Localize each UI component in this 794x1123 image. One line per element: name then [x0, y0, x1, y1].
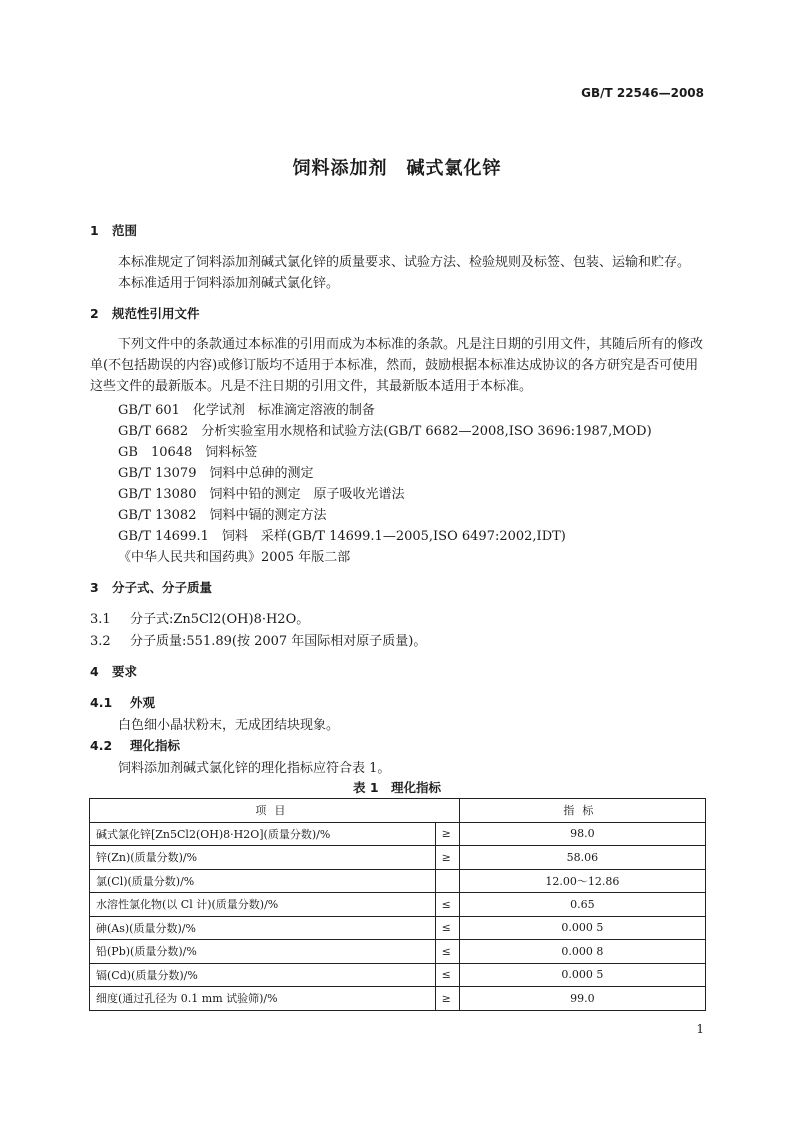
row-item: 氯(Cl)(质量分数)/% — [90, 869, 436, 893]
row-operator — [435, 869, 459, 893]
row-value: 12.00～12.86 — [459, 869, 705, 893]
clause-number: 4.1 — [90, 695, 113, 710]
document-title: 饲料添加剂 碱式氯化锌 — [292, 158, 502, 179]
reference-item: GB/T 601 化学试剂 标准滴定溶液的制备 — [118, 403, 375, 418]
reference-item: GB/T 13079 饲料中总砷的测定 — [118, 466, 314, 481]
reference-item: GB/T 14699.1 饲料 采样(GB/T 14699.1—2005,ISO 6497:2002,IDT) — [118, 529, 566, 544]
row-operator: ≤ — [435, 893, 459, 917]
header-value: 指标 — [459, 799, 705, 823]
row-operator: ≤ — [435, 940, 459, 964]
reference-item: GB 10648 饲料标签 — [118, 445, 258, 460]
clause-title: 外观 — [130, 695, 156, 710]
row-item: 砷(As)(质量分数)/% — [90, 916, 436, 940]
clause-title: 理化指标 — [130, 738, 181, 753]
table-caption: 表 1 理化指标 — [352, 780, 442, 795]
table-row — [90, 893, 706, 917]
paragraph: 本标准规定了饲料添加剂碱式氯化锌的质量要求、试验方法、检验规则及标签、包装、运输和贮存。 — [118, 255, 691, 270]
table-row — [90, 846, 706, 870]
table-row — [90, 869, 706, 893]
clause-number: 3.2 — [90, 634, 111, 649]
spec-table — [89, 798, 706, 1011]
row-value: 58.06 — [459, 846, 705, 870]
header-item: 项目 — [90, 799, 460, 823]
section-number: 3 — [90, 580, 99, 595]
reference-item: GB/T 13082 饲料中镉的测定方法 — [118, 508, 327, 523]
row-item: 碱式氯化锌[Zn5Cl2(OH)8·H2O](质量分数)/% — [90, 822, 436, 846]
row-operator: ≤ — [435, 963, 459, 987]
section-number: 1 — [90, 223, 99, 238]
table-header-row — [90, 799, 706, 823]
section-title: 范围 — [112, 223, 138, 238]
clause-number: 4.2 — [90, 738, 113, 753]
row-operator: ≥ — [435, 822, 459, 846]
clause-3-1 — [90, 608, 309, 627]
row-value: 0.000 5 — [459, 916, 705, 940]
section-title: 要求 — [112, 664, 138, 679]
section-number: 2 — [90, 306, 99, 321]
row-value: 99.0 — [459, 987, 705, 1011]
standard-code: GB/T 22546—2008 — [581, 86, 704, 100]
row-value: 0.000 5 — [459, 963, 705, 987]
paragraph: 白色细小晶状粉末，无成团结块现象。 — [118, 718, 340, 733]
row-operator: ≥ — [435, 846, 459, 870]
row-value: 0.65 — [459, 893, 705, 917]
intro-paragraph: 下列文件中的条款通过本标准的引用而成为本标准的条款。凡是注日期的引用文件，其随后所有的修改单(不包括勘误的内容)或修订版均不适用于本标准，然而，鼓励根据本标准达成协议的各方研究是否可使用这些文件的最新版本。凡是不注日期的引用文件，其最新版本适用于本标准。 — [90, 337, 704, 394]
clause-number: 3.1 — [90, 612, 111, 627]
row-item: 细度(通过孔径为 0.1 mm 试验筛)/% — [90, 987, 436, 1011]
paragraph: 饲料添加剂碱式氯化锌的理化指标应符合表 1。 — [118, 761, 391, 776]
row-operator: ≥ — [435, 987, 459, 1011]
section-3-heading — [90, 578, 212, 596]
table-row — [90, 987, 706, 1011]
row-item: 水溶性氯化物(以 Cl 计)(质量分数)/% — [90, 893, 436, 917]
clause-3-2 — [90, 630, 426, 649]
row-item: 镉(Cd)(质量分数)/% — [90, 963, 436, 987]
section-2-heading — [90, 304, 200, 322]
section-number: 4 — [90, 664, 99, 679]
reference-item: GB/T 6682 分析实验室用水规格和试验方法(GB/T 6682—2008,ISO 3696:1987,MOD) — [118, 424, 652, 439]
row-value: 0.000 8 — [459, 940, 705, 964]
row-operator: ≤ — [435, 916, 459, 940]
row-value: 98.0 — [459, 822, 705, 846]
reference-item: 《中华人民共和国药典》2005 年版二部 — [118, 550, 351, 565]
section-title: 规范性引用文件 — [112, 306, 200, 321]
table-row — [90, 940, 706, 964]
section-title: 分子式、分子质量 — [112, 580, 213, 595]
table-row — [90, 822, 706, 846]
section-1-heading — [90, 221, 137, 239]
paragraph: 本标准适用于饲料添加剂碱式氯化锌。 — [118, 276, 340, 291]
table-row — [90, 916, 706, 940]
page-number: 1 — [696, 1022, 704, 1036]
row-item: 铅(Pb)(质量分数)/% — [90, 940, 436, 964]
clause-4-1-heading — [90, 693, 155, 711]
clause-4-2-heading — [90, 736, 180, 754]
table-row — [90, 963, 706, 987]
section-4-heading — [90, 662, 137, 680]
row-item: 锌(Zn)(质量分数)/% — [90, 846, 436, 870]
reference-item: GB/T 13080 饲料中铅的测定 原子吸收光谱法 — [118, 487, 405, 502]
clause-text: 分子式:Zn5Cl2(OH)8·H2O。 — [130, 612, 310, 627]
clause-text: 分子质量:551.89(按 2007 年国际相对原子质量)。 — [130, 634, 427, 649]
